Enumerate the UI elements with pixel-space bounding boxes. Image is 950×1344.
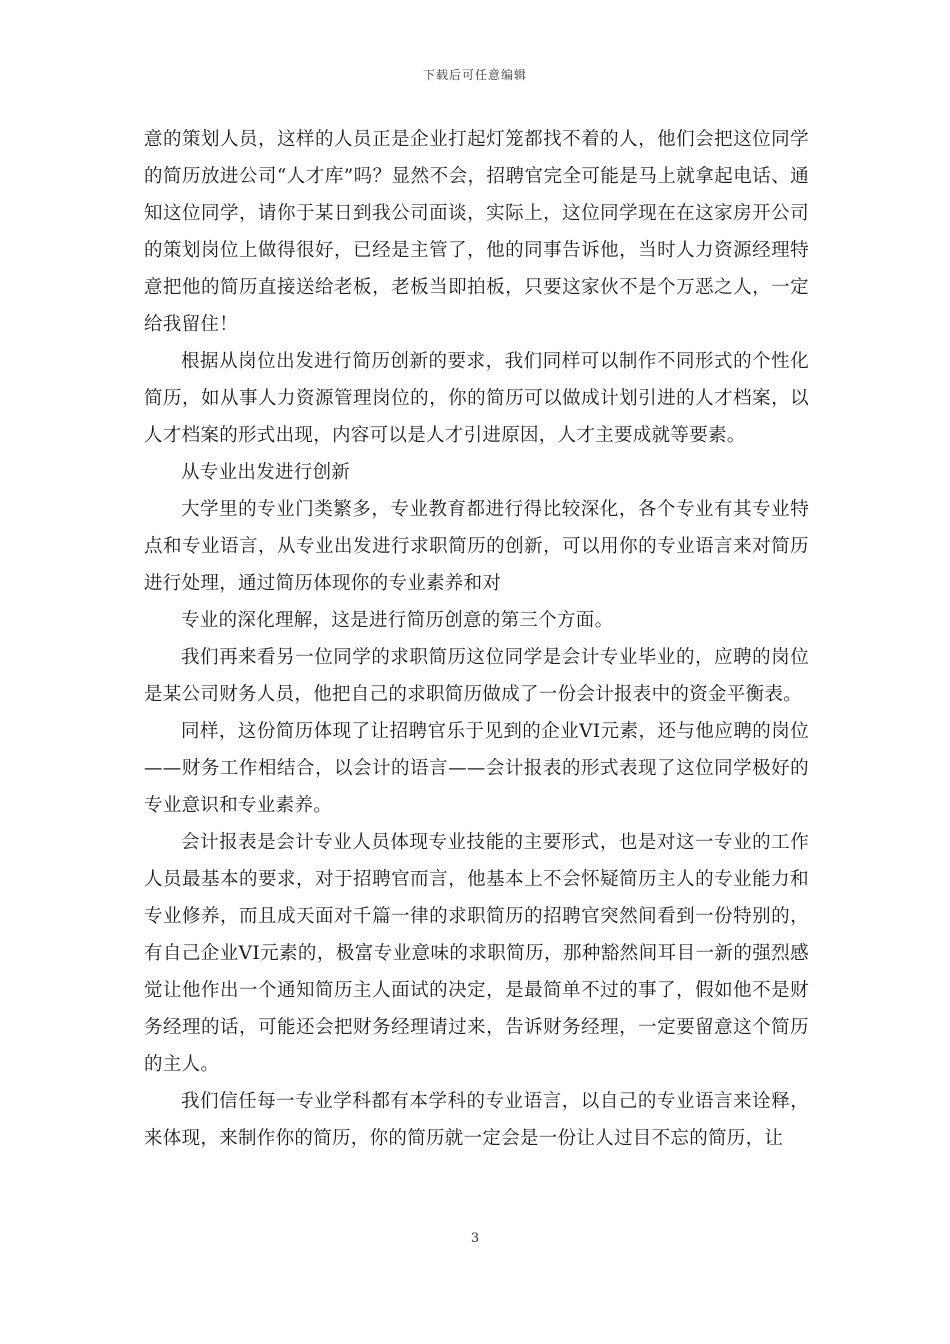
page-number: 3: [470, 1231, 480, 1246]
section-heading: 从专业出发进行创新: [181, 462, 351, 483]
body-text: [144, 121, 809, 1157]
paragraph: 我们再来看另一位同学的求职简历这位同学是会计专业毕业的，应聘的岗位是某公司财务人员，他把自己的求职简历做成了一份会计报表中的资金平衡表。: [144, 647, 809, 705]
paragraph: 意的策划人员，这样的人员正是企业打起灯笼都找不着的人，他们会把这位同学的简历放进公司“人才库”吗？显然不会，招聘官完全可能是马上就拿起电话、通知这位同学，请你于某日到我公司面谈，实际上，这位同学现在在这家房开公司的策划岗位上做得很好，已经是主管了，他的同事告诉他，当时人力资源经理特意把他的简历直接送给老板，老板当即拍板，只要这家伙不是个万恶之人，一定给我留住！: [144, 129, 809, 335]
page-header: 下载后可任意编辑: [422, 68, 527, 82]
paragraph: 同样，这份简历体现了让招聘官乐于见到的企业VI元素，还与他应聘的岗位——财务工作相结合，以会计的语言——会计报表的形式表现了这位同学极好的专业意识和专业素养。: [144, 721, 809, 816]
paragraph: 大学里的专业门类繁多，专业教育都进行得比较深化，各个专业有其专业特点和专业语言，从专业出发进行求职简历的创新，可以用你的专业语言来对简历进行处理，通过简历体现你的专业素养和对: [144, 499, 809, 594]
paragraph: 根据从岗位出发进行简历创新的要求，我们同样可以制作不同形式的个性化简历，如从事人力资源管理岗位的，你的简历可以做成计划引进的人才档案，以人才档案的形式出现，内容可以是人才引进原因，人才主要成就等要素。: [144, 351, 809, 446]
paragraph: 专业的深化理解，这是进行简历创意的第三个方面。: [181, 610, 614, 631]
paragraph: 我们信任每一专业学科都有本学科的专业语言，以自己的专业语言来诠释，来体现，来制作你的简历，你的简历就一定会是一份让人过目不忘的简历，让: [144, 1091, 809, 1149]
paragraph: 会计报表是会计专业人员体现专业技能的主要形式，也是对这一专业的工作人员最基本的要求，对于招聘官而言，他基本上不会怀疑简历主人的专业能力和专业修养，而且成天面对千篇一律的求职简历的招聘官突然间看到一份特别的，有自己企业VI元素的，极富专业意味的求职简历，那种豁然间耳目一新的强烈感觉让他作出一个通知简历主人面试的决定，是最简单不过的事了，假如他不是财务经理的话，可能还会把财务经理请过来，告诉财务经理，一定要留意这个简历的主人。: [144, 832, 809, 1075]
